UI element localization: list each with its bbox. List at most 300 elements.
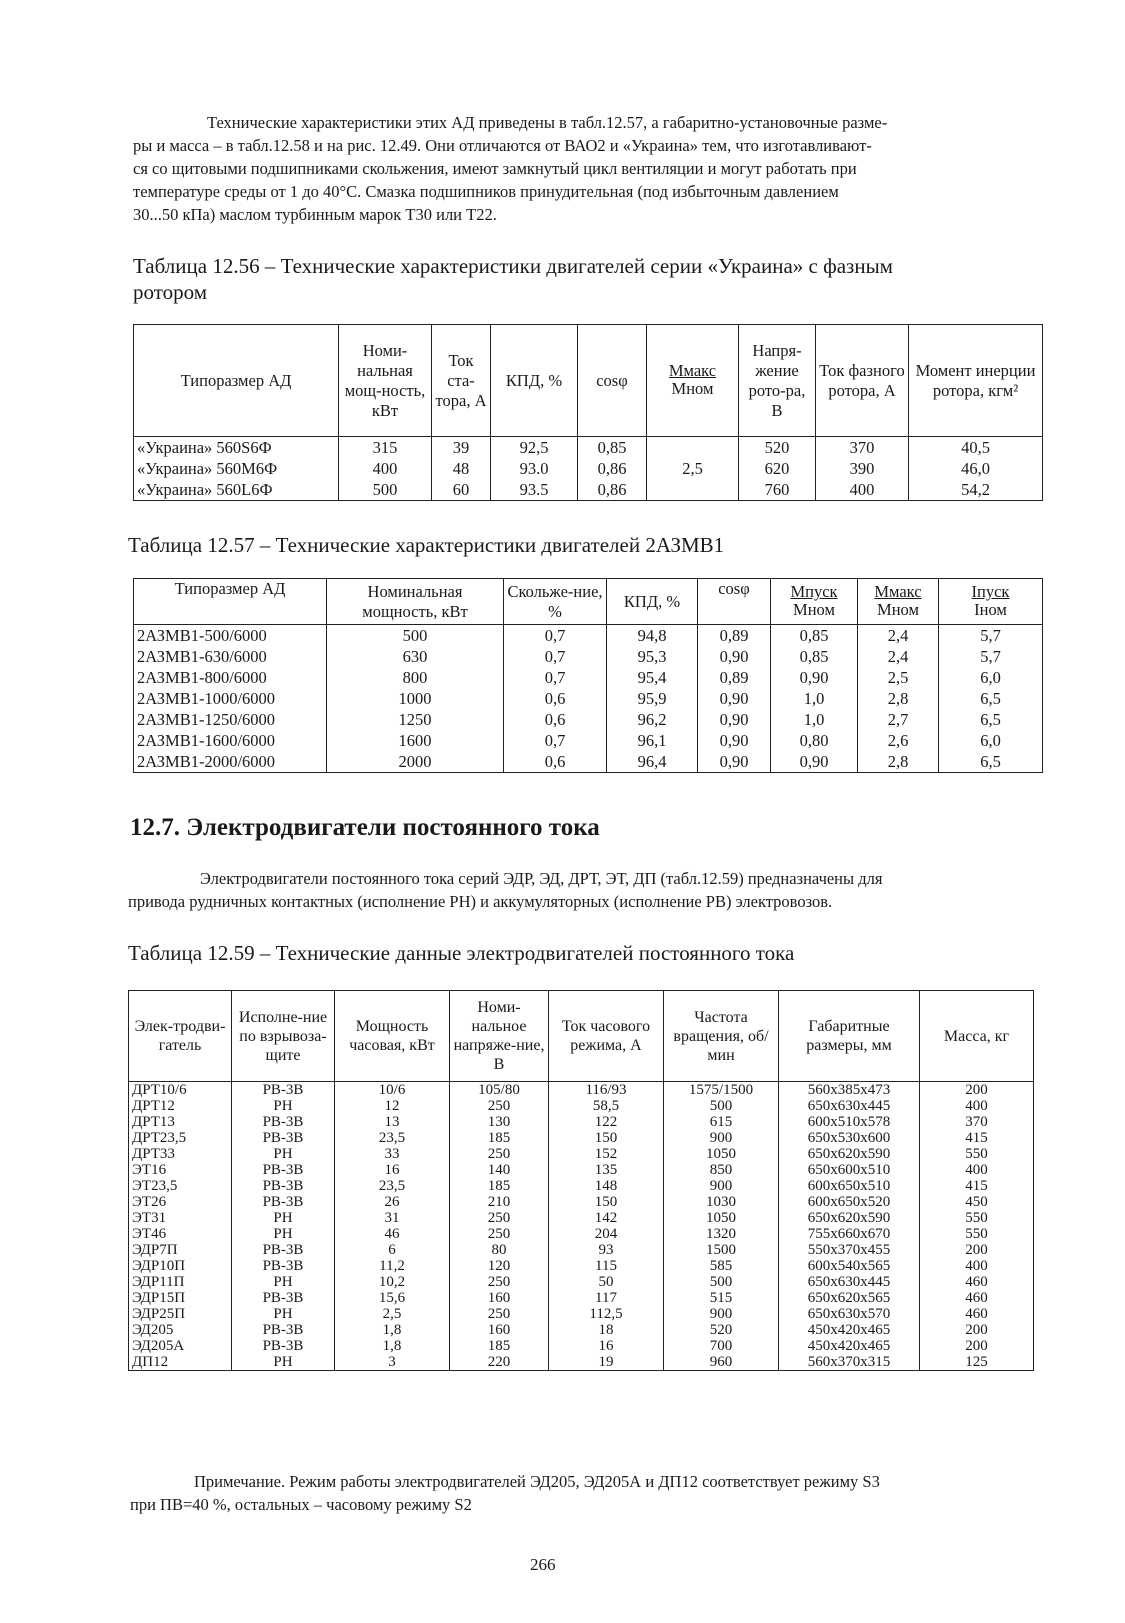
cell: 1,8 — [335, 1322, 450, 1338]
table-row — [134, 458, 1043, 479]
t2-h-type: Типоразмер АД — [134, 579, 327, 625]
cell: 500 — [339, 479, 432, 501]
cell: 46,0 — [909, 458, 1043, 479]
cell: 1,0 — [771, 688, 858, 709]
cell: 0,90 — [771, 751, 858, 773]
table-row — [129, 1242, 1034, 1258]
cell: 600х510х578 — [779, 1114, 920, 1130]
cell: РВ-3В — [232, 1162, 335, 1178]
cell: 2АЗМВ1-630/6000 — [134, 646, 327, 667]
cell: 1030 — [664, 1194, 779, 1210]
cell: 12 — [335, 1098, 450, 1114]
t2-h-istart-num: Iпуск — [971, 582, 1010, 601]
cell: 11,2 — [335, 1258, 450, 1274]
table-row — [129, 1322, 1034, 1338]
intro-paragraph — [133, 111, 1043, 226]
table1-caption — [133, 253, 893, 305]
cell: РВ-3В — [232, 1114, 335, 1130]
intro-line: ры и масса – в табл.12.58 и на рис. 12.49. Они отличаются от ВАО2 и «Украина» тем, что изготавливают- — [133, 136, 872, 155]
cell: 130 — [450, 1114, 549, 1130]
cell: 1050 — [664, 1210, 779, 1226]
cell: 650х630х445 — [779, 1274, 920, 1290]
table1-caption-line2: ротором — [133, 280, 208, 304]
cell: 500 — [327, 625, 504, 647]
cell: РВ-3В — [232, 1242, 335, 1258]
section-line: Электродвигатели постоянного тока серий ЭДР, ЭД, ДРТ, ЭТ, ДП (табл.12.59) предназначены для — [200, 869, 883, 888]
cell: 1,0 — [771, 709, 858, 730]
cell: 122 — [549, 1114, 664, 1130]
t2-h-mmax — [858, 579, 939, 625]
cell: 200 — [920, 1322, 1034, 1338]
cell: 140 — [450, 1162, 549, 1178]
t2-h-mstart — [771, 579, 858, 625]
cell: 900 — [664, 1178, 779, 1194]
cell: 95,3 — [607, 646, 698, 667]
cell: 105/80 — [450, 1082, 549, 1099]
cell: 900 — [664, 1130, 779, 1146]
cell: 2АЗМВ1-1600/6000 — [134, 730, 327, 751]
note-line1: Примечание. Режим работы электродвигателей ЭД205, ЭД205А и ДП12 соответствует режиму S3 — [194, 1472, 880, 1491]
cell: 125 — [920, 1354, 1034, 1371]
cell: 46 — [335, 1226, 450, 1242]
cell: 117 — [549, 1290, 664, 1306]
cell: 2,4 — [858, 625, 939, 647]
cell: ЭТ16 — [129, 1162, 232, 1178]
t2-h-mstart-num: Мпуск — [790, 582, 838, 601]
cell: 93.5 — [491, 479, 578, 501]
cell: 0,7 — [504, 730, 607, 751]
cell: 15,6 — [335, 1290, 450, 1306]
cell: РВ-3В — [232, 1258, 335, 1274]
cell: 2,4 — [858, 646, 939, 667]
cell: 18 — [549, 1322, 664, 1338]
cell: 515 — [664, 1290, 779, 1306]
t1-h-cos: cosφ — [578, 325, 647, 437]
cell: 3 — [335, 1354, 450, 1371]
cell: 400 — [920, 1258, 1034, 1274]
cell: РН — [232, 1306, 335, 1322]
cell: ДРТ10/6 — [129, 1082, 232, 1099]
cell: 0,90 — [771, 667, 858, 688]
cell: 39 — [432, 437, 491, 459]
table-row — [134, 437, 1043, 459]
cell: «Украина» 560S6Ф — [134, 437, 339, 459]
cell: 460 — [920, 1290, 1034, 1306]
cell: 460 — [920, 1274, 1034, 1290]
cell: 0,85 — [771, 625, 858, 647]
cell: 50 — [549, 1274, 664, 1290]
cell: 80 — [450, 1242, 549, 1258]
t3-h-exec: Исполне-ние по взрывоза-щите — [232, 991, 335, 1082]
cell: 150 — [549, 1130, 664, 1146]
cell: 26 — [335, 1194, 450, 1210]
table-row — [134, 709, 1043, 730]
cell: 95,4 — [607, 667, 698, 688]
t1-h-mmax-num: Ммакс — [668, 361, 717, 380]
cell: 250 — [450, 1098, 549, 1114]
cell: 152 — [549, 1146, 664, 1162]
cell: 250 — [450, 1226, 549, 1242]
intro-line: температуре среды от 1 до 40°С. Смазка подшипников принудительная (под избыточным давлением — [133, 182, 839, 201]
cell: 755х660х670 — [779, 1226, 920, 1242]
cell: 0,90 — [698, 709, 771, 730]
cell: 900 — [664, 1306, 779, 1322]
cell: 1500 — [664, 1242, 779, 1258]
table3-body — [129, 1082, 1034, 1371]
table-row — [129, 1290, 1034, 1306]
cell: 92,5 — [491, 437, 578, 459]
cell: «Украина» 560М6Ф — [134, 458, 339, 479]
cell: 450 — [920, 1194, 1034, 1210]
cell: 96,4 — [607, 751, 698, 773]
cell: 185 — [450, 1178, 549, 1194]
table-row — [129, 1130, 1034, 1146]
cell: 650х620х590 — [779, 1146, 920, 1162]
cell: 16 — [549, 1338, 664, 1354]
cell: 415 — [920, 1130, 1034, 1146]
cell: 200 — [920, 1242, 1034, 1258]
cell: 2,5 — [335, 1306, 450, 1322]
table1-caption-line1: Таблица 12.56 – Технические характеристики двигателей серии «Украина» с фазным — [133, 254, 893, 278]
cell: 116/93 — [549, 1082, 664, 1099]
cell: 0,7 — [504, 625, 607, 647]
t1-h-inertia: Момент инерции ротора, кгм² — [909, 325, 1043, 437]
cell: 650х630х570 — [779, 1306, 920, 1322]
table-row — [134, 730, 1043, 751]
t3-h-power: Мощность часовая, кВт — [335, 991, 450, 1082]
cell: 250 — [450, 1274, 549, 1290]
cell: РН — [232, 1210, 335, 1226]
cell: 1575/1500 — [664, 1082, 779, 1099]
cell: 1,8 — [335, 1338, 450, 1354]
cell: ДП12 — [129, 1354, 232, 1371]
cell: 96,1 — [607, 730, 698, 751]
cell: 5,7 — [939, 625, 1043, 647]
table2-body — [134, 625, 1043, 773]
cell: 210 — [450, 1194, 549, 1210]
table1 — [133, 324, 1043, 501]
table-row — [129, 1082, 1034, 1099]
cell: 115 — [549, 1258, 664, 1274]
cell: 400 — [920, 1098, 1034, 1114]
t1-h-rcurrent: Ток фазного ротора, А — [816, 325, 909, 437]
table-row — [129, 1114, 1034, 1130]
cell: РН — [232, 1226, 335, 1242]
section-title: 12.7. Электродвигатели постоянного тока — [130, 814, 600, 841]
t1-h-type: Типоразмер АД — [134, 325, 339, 437]
cell: ЭД205 — [129, 1322, 232, 1338]
cell: 48 — [432, 458, 491, 479]
table-row — [134, 688, 1043, 709]
cell: 6,5 — [939, 688, 1043, 709]
table2-caption: Таблица 12.57 – Технические характеристики двигателей 2АЗМВ1 — [128, 533, 725, 557]
t3-h-voltage: Номи-нальное напряже-ние, В — [450, 991, 549, 1082]
table-row — [129, 1338, 1034, 1354]
cell: 185 — [450, 1130, 549, 1146]
cell: 520 — [739, 437, 816, 459]
cell: 200 — [920, 1338, 1034, 1354]
cell: 6,5 — [939, 709, 1043, 730]
cell: 1050 — [664, 1146, 779, 1162]
cell: ЭДР7П — [129, 1242, 232, 1258]
cell: 2000 — [327, 751, 504, 773]
cell: 150 — [549, 1194, 664, 1210]
cell: 400 — [339, 458, 432, 479]
cell: 58,5 — [549, 1098, 664, 1114]
cell: 550 — [920, 1210, 1034, 1226]
cell: РВ-3В — [232, 1082, 335, 1099]
t3-h-dims: Габаритные размеры, мм — [779, 991, 920, 1082]
cell: 620 — [739, 458, 816, 479]
cell: 10/6 — [335, 1082, 450, 1099]
cell: 700 — [664, 1338, 779, 1354]
cell: РВ-3В — [232, 1130, 335, 1146]
cell: 800 — [327, 667, 504, 688]
cell: 95,9 — [607, 688, 698, 709]
cell: ЭДР15П — [129, 1290, 232, 1306]
cell: 93 — [549, 1242, 664, 1258]
cell: ЭДР25П — [129, 1306, 232, 1322]
cell: 560х370х315 — [779, 1354, 920, 1371]
cell: 650х630х445 — [779, 1098, 920, 1114]
cell: 250 — [450, 1306, 549, 1322]
cell: 1320 — [664, 1226, 779, 1242]
cell: 0,6 — [504, 751, 607, 773]
table-row — [129, 1178, 1034, 1194]
t2-h-slip: Скольже-ние, % — [504, 579, 607, 625]
cell: 1000 — [327, 688, 504, 709]
cell: 0,85 — [771, 646, 858, 667]
cell: 0,6 — [504, 709, 607, 730]
cell: 630 — [327, 646, 504, 667]
cell: 370 — [816, 437, 909, 459]
table-row — [134, 667, 1043, 688]
cell: 23,5 — [335, 1178, 450, 1194]
cell: ЭТ46 — [129, 1226, 232, 1242]
cell: 600х650х510 — [779, 1178, 920, 1194]
t2-h-mmax-num: Ммакс — [874, 582, 922, 601]
cell: 204 — [549, 1226, 664, 1242]
cell: 0,89 — [698, 667, 771, 688]
table-row — [129, 1306, 1034, 1322]
cell: 415 — [920, 1178, 1034, 1194]
t1-h-current: Ток ста-тора, А — [432, 325, 491, 437]
cell: 2,6 — [858, 730, 939, 751]
cell: 0,85 — [578, 437, 647, 459]
t1-mmax-shared: 2,5 — [647, 437, 739, 501]
cell: ЭТ26 — [129, 1194, 232, 1210]
table-row — [134, 479, 1043, 501]
cell: «Украина» 560L6Ф — [134, 479, 339, 501]
cell: ДРТ13 — [129, 1114, 232, 1130]
note-line2: при ПВ=40 %, остальных – часовому режиму S2 — [130, 1495, 472, 1514]
t2-h-eff: КПД, % — [607, 579, 698, 625]
t1-h-voltage: Напря-жение рото-ра, В — [739, 325, 816, 437]
cell: 315 — [339, 437, 432, 459]
cell: 250 — [450, 1210, 549, 1226]
cell: 650х620х590 — [779, 1210, 920, 1226]
cell: 40,5 — [909, 437, 1043, 459]
intro-line: Технические характеристики этих АД приведены в табл.12.57, а габаритно-установочные разме- — [207, 113, 888, 132]
cell: 400 — [816, 479, 909, 501]
cell: 160 — [450, 1322, 549, 1338]
t2-h-mmax-den: Мном — [877, 600, 919, 619]
cell: 0,6 — [504, 688, 607, 709]
cell: 6,0 — [939, 667, 1043, 688]
cell: 2,8 — [858, 688, 939, 709]
t3-h-mass: Масса, кг — [920, 991, 1034, 1082]
table-row — [129, 1162, 1034, 1178]
cell: 2,5 — [858, 667, 939, 688]
cell: 1250 — [327, 709, 504, 730]
cell: 2,8 — [858, 751, 939, 773]
cell: 54,2 — [909, 479, 1043, 501]
cell: 135 — [549, 1162, 664, 1178]
cell: РВ-3В — [232, 1290, 335, 1306]
cell: 0,7 — [504, 646, 607, 667]
t2-h-istart-den: Iном — [974, 600, 1007, 619]
cell: 450х420х465 — [779, 1338, 920, 1354]
table-row — [129, 1354, 1034, 1371]
cell: 1600 — [327, 730, 504, 751]
table-row — [129, 1210, 1034, 1226]
cell: 220 — [450, 1354, 549, 1371]
t1-h-mmax — [647, 325, 739, 437]
table-row — [129, 1194, 1034, 1210]
table3-note — [130, 1470, 1040, 1516]
table-row — [129, 1098, 1034, 1114]
cell: 560х385х473 — [779, 1082, 920, 1099]
intro-line: ся со щитовыми подшипниками скольжения, имеют замкнутый цикл вентиляции и могут работать при — [133, 159, 857, 178]
cell: 96,2 — [607, 709, 698, 730]
cell: 520 — [664, 1322, 779, 1338]
cell: 0,80 — [771, 730, 858, 751]
cell: ДРТ12 — [129, 1098, 232, 1114]
cell: ЭТ31 — [129, 1210, 232, 1226]
cell: 19 — [549, 1354, 664, 1371]
table-row — [134, 646, 1043, 667]
cell: 615 — [664, 1114, 779, 1130]
cell: 94,8 — [607, 625, 698, 647]
t1-h-power: Номи-нальная мощ-ность, кВт — [339, 325, 432, 437]
table-row — [129, 1146, 1034, 1162]
cell: 250 — [450, 1146, 549, 1162]
cell: 0,90 — [698, 751, 771, 773]
cell: 2АЗМВ1-1000/6000 — [134, 688, 327, 709]
cell: 60 — [432, 479, 491, 501]
cell: 148 — [549, 1178, 664, 1194]
cell: 6,0 — [939, 730, 1043, 751]
cell: ДРТ33 — [129, 1146, 232, 1162]
table-row — [129, 1258, 1034, 1274]
cell: 850 — [664, 1162, 779, 1178]
cell: 390 — [816, 458, 909, 479]
cell: 2АЗМВ1-1250/6000 — [134, 709, 327, 730]
cell: ЭД205А — [129, 1338, 232, 1354]
cell: 33 — [335, 1146, 450, 1162]
t3-h-current: Ток часового режима, А — [549, 991, 664, 1082]
cell: 200 — [920, 1082, 1034, 1099]
cell: РН — [232, 1274, 335, 1290]
cell: 2,7 — [858, 709, 939, 730]
cell: РВ-3В — [232, 1194, 335, 1210]
cell: 0,86 — [578, 479, 647, 501]
cell: 650х600х510 — [779, 1162, 920, 1178]
cell: 450х420х465 — [779, 1322, 920, 1338]
cell: ЭДР11П — [129, 1274, 232, 1290]
cell: РВ-3В — [232, 1322, 335, 1338]
cell: 760 — [739, 479, 816, 501]
cell: 10,2 — [335, 1274, 450, 1290]
table-row — [134, 751, 1043, 773]
cell: 0,90 — [698, 688, 771, 709]
cell: 93.0 — [491, 458, 578, 479]
intro-line: 30...50 кПа) маслом турбинным марок Т30 или Т22. — [133, 205, 497, 224]
table-row — [129, 1274, 1034, 1290]
t1-h-eff: КПД, % — [491, 325, 578, 437]
cell: 23,5 — [335, 1130, 450, 1146]
page-number: 266 — [530, 1555, 556, 1574]
t3-h-speed: Частота вращения, об/мин — [664, 991, 779, 1082]
cell: ЭДР10П — [129, 1258, 232, 1274]
cell: 460 — [920, 1306, 1034, 1322]
cell: 160 — [450, 1290, 549, 1306]
cell: 500 — [664, 1274, 779, 1290]
t2-h-cos: cosφ — [698, 579, 771, 625]
cell: 13 — [335, 1114, 450, 1130]
cell: 0,90 — [698, 730, 771, 751]
t1-h-mmax-den: Мном — [671, 379, 714, 398]
cell: 2АЗМВ1-2000/6000 — [134, 751, 327, 773]
cell: РН — [232, 1146, 335, 1162]
table3-caption: Таблица 12.59 – Технические данные электродвигателей постоянного тока — [128, 941, 795, 965]
cell: 185 — [450, 1338, 549, 1354]
cell: 960 — [664, 1354, 779, 1371]
cell: 5,7 — [939, 646, 1043, 667]
section-line: привода рудничных контактных (исполнение РН) и аккумуляторных (исполнение РВ) электровозов. — [128, 892, 833, 911]
cell: 0,90 — [698, 646, 771, 667]
cell: 550 — [920, 1226, 1034, 1242]
cell: 400 — [920, 1162, 1034, 1178]
cell: 500 — [664, 1098, 779, 1114]
cell: 142 — [549, 1210, 664, 1226]
cell: РН — [232, 1354, 335, 1371]
cell: РВ-3В — [232, 1338, 335, 1354]
cell: 2АЗМВ1-500/6000 — [134, 625, 327, 647]
section-paragraph — [128, 867, 1040, 913]
cell: 600х650х520 — [779, 1194, 920, 1210]
cell: 6,5 — [939, 751, 1043, 773]
table3 — [128, 990, 1034, 1371]
t2-h-power: Номинальная мощность, кВт — [327, 579, 504, 625]
cell: ЭТ23,5 — [129, 1178, 232, 1194]
table-row — [134, 625, 1043, 647]
cell: 2АЗМВ1-800/6000 — [134, 667, 327, 688]
t2-h-istart — [939, 579, 1043, 625]
cell: 650х530х600 — [779, 1130, 920, 1146]
cell: 550х370х455 — [779, 1242, 920, 1258]
t3-h-motor: Элек-тродви-гатель — [129, 991, 232, 1082]
cell: РВ-3В — [232, 1178, 335, 1194]
table-row — [129, 1226, 1034, 1242]
t2-h-mstart-den: Мном — [793, 600, 835, 619]
cell: 600х540х565 — [779, 1258, 920, 1274]
cell: 120 — [450, 1258, 549, 1274]
cell: 550 — [920, 1146, 1034, 1162]
cell: 112,5 — [549, 1306, 664, 1322]
cell: 0,7 — [504, 667, 607, 688]
cell: 0,89 — [698, 625, 771, 647]
